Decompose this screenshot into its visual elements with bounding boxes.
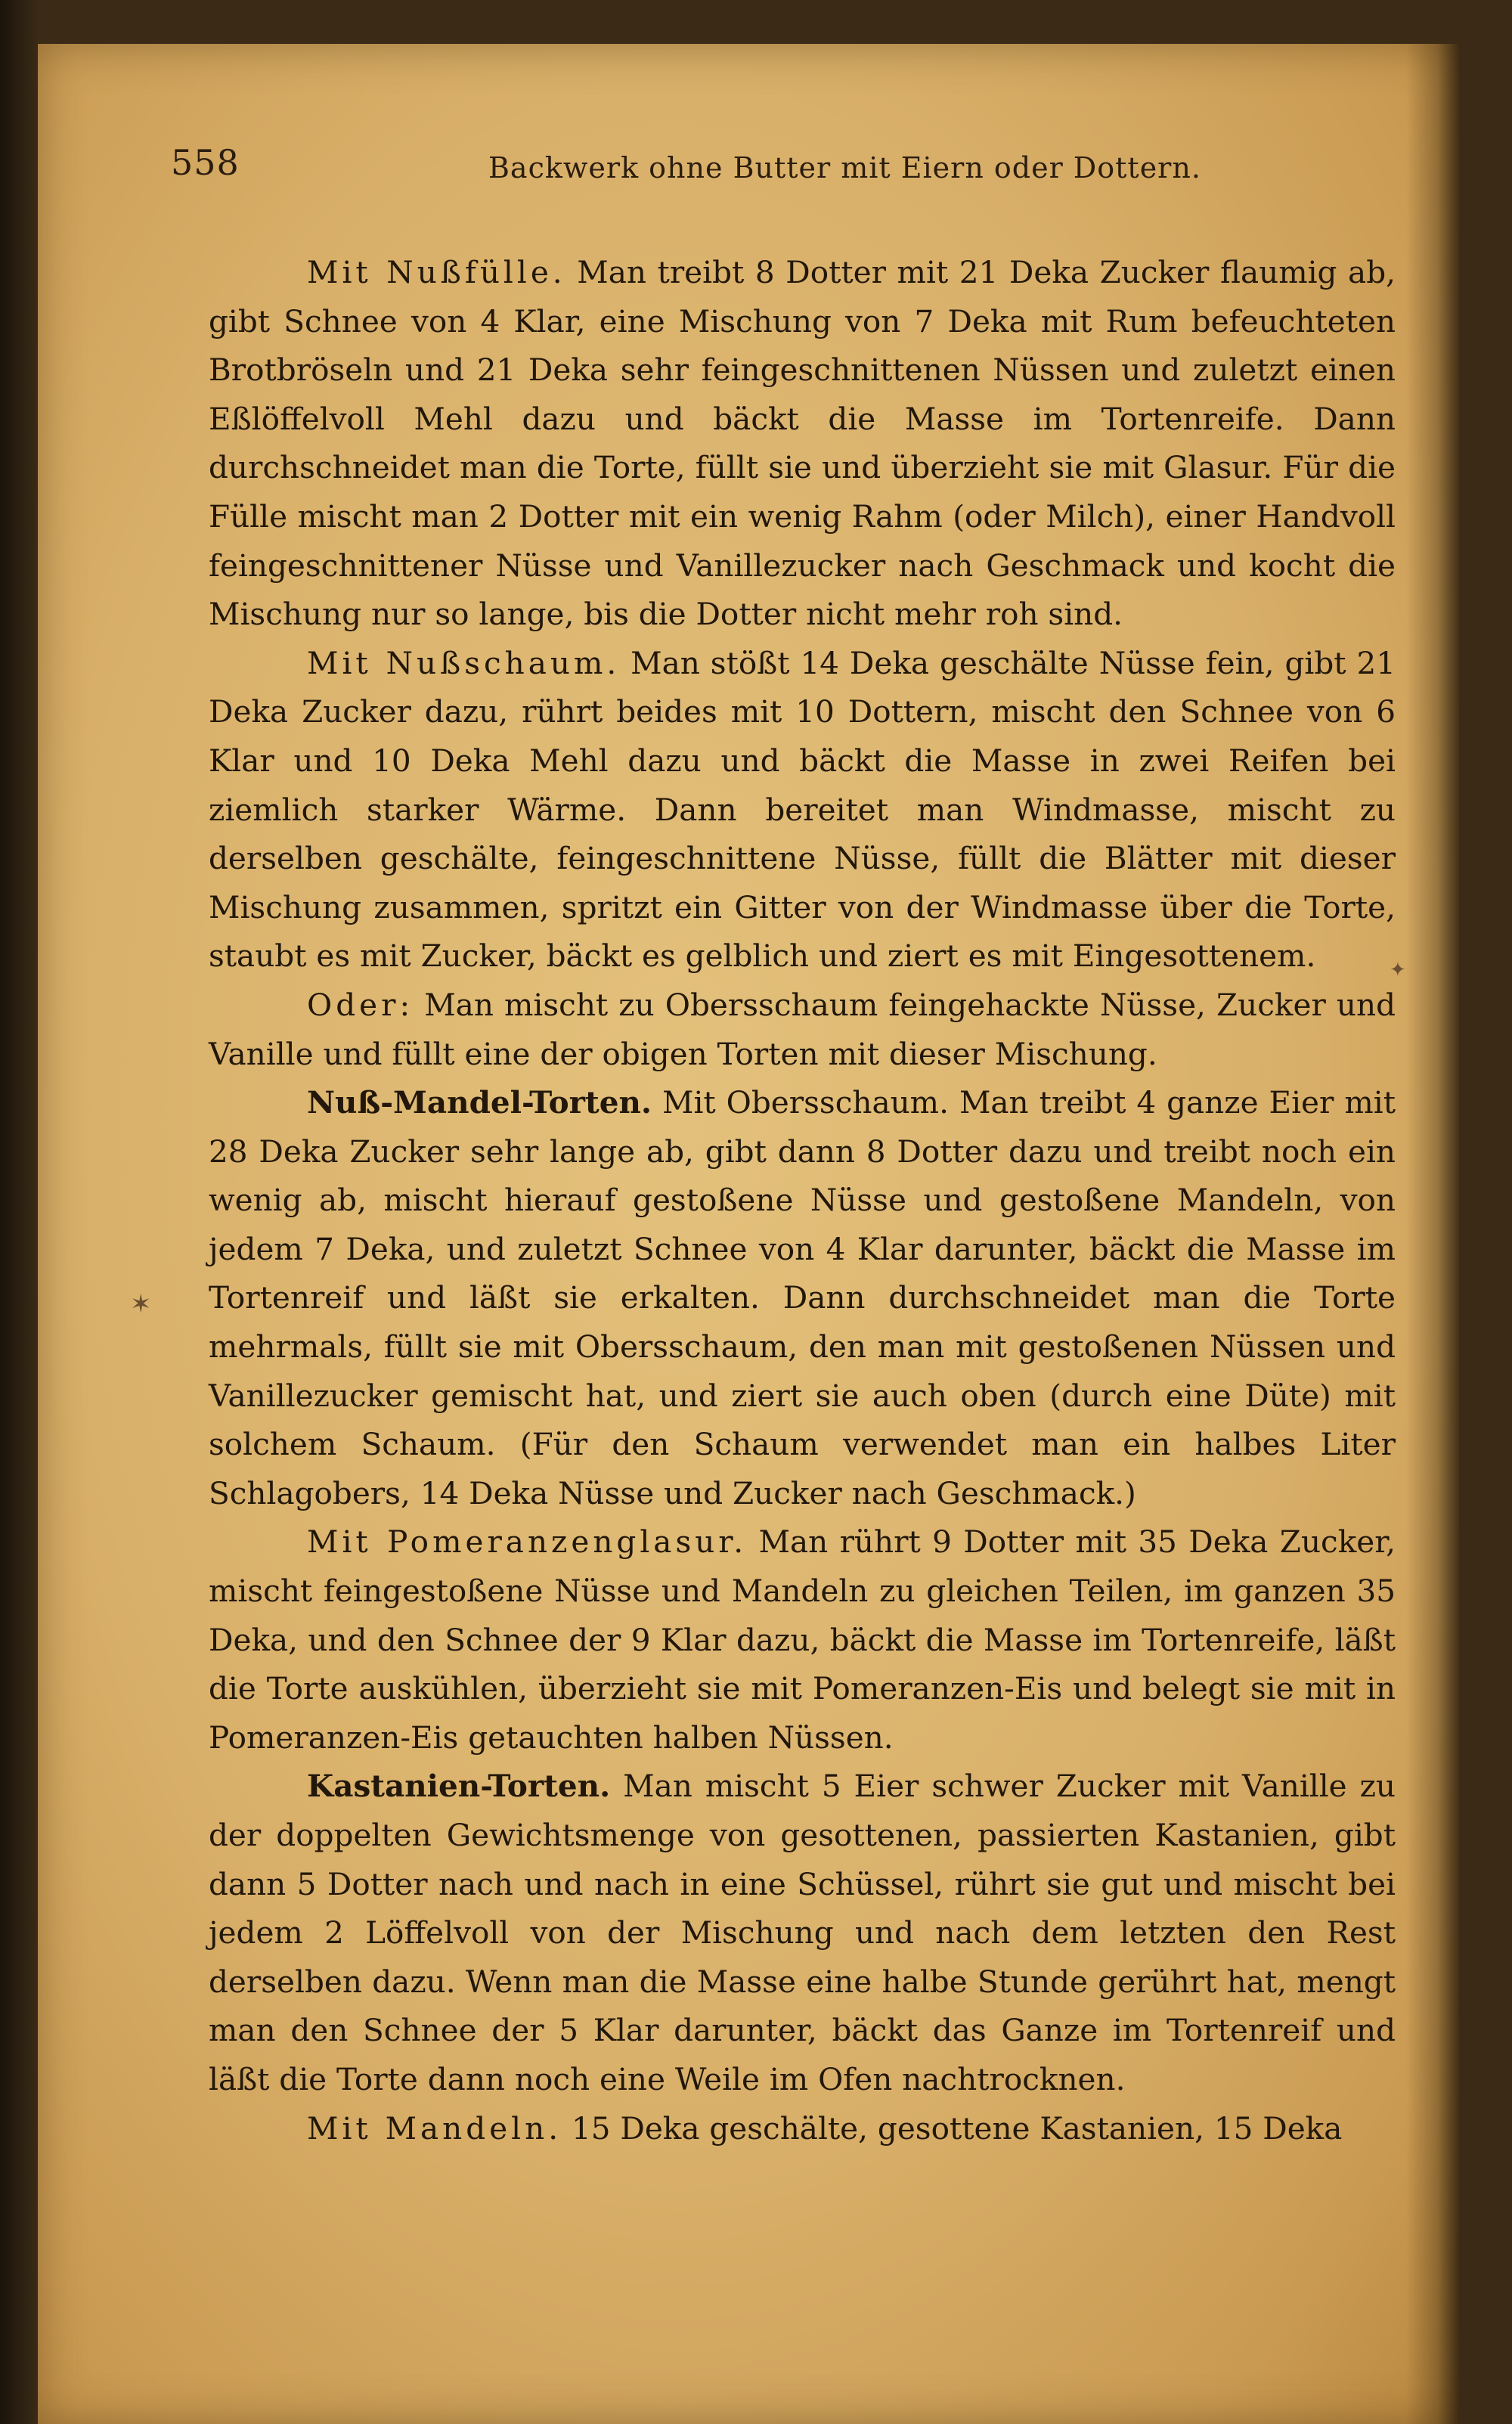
page-number: 558 <box>171 142 240 183</box>
paragraph-pomeranzenglasur <box>209 1517 1396 1762</box>
paragraph-nussschaum <box>209 639 1396 981</box>
paragraph-text: Man stößt 14 Deka geschälte Nüsse fein, gibt 21 Deka Zucker dazu, rührt beides mit 10 Dottern, mischt den Schnee von 6 Klar und 10 Deka Mehl dazu und bäckt die Masse in zwei Reifen bei ziemlich starker Wärme. Dann bereitet man Windmasse, mischt zu derselben geschälte, feingeschnittene Nüsse, füllt die Blätter mit dieser Mischung zusammen, spritzt ein Gitter von der Windmasse über die Torte, staubt es mit Zucker, bäckt es gelblich und ziert es mit Eingesottenem. <box>209 644 1396 975</box>
paragraph-text: Man mischt 5 Eier schwer Zucker mit Vanille zu der doppelten Gewichtsmenge von gesottenen, passierten Kastanien, gibt dann 5 Dotter nach und nach in eine Schüssel, rührt sie gut und mischt bei jedem 2 Löffelvoll von der Mischung und nach dem letzten den Rest derselben dazu. Wenn man die Masse eine halbe Stunde gerührt hat, mengt man den Schnee der 5 Klar darunter, bäckt das Ganze im Tortenreif und läßt die Torte dann noch eine Weile im Ofen nachtrocknen. <box>209 1768 1396 2097</box>
paragraph-oder <box>209 981 1396 1078</box>
paragraph-text: Man mischt zu Obersschaum feingehackte Nüsse, Zucker und Vanille und füllt eine der obigen Torten mit dieser Mischung. <box>209 986 1396 1072</box>
paragraph-text: Man treibt 8 Dotter mit 21 Deka Zucker flaumig ab, gibt Schnee von 4 Klar, eine Mischung von 7 Deka mit Rum befeuchteten Brotbröseln und 21 Deka sehr feingeschnittenen Nüssen und zuletzt einen Eßlöffelvoll Mehl dazu und bäckt die Masse im Tortenreife. Dann durchschneidet man die Torte, füllt sie und überzieht sie mit Glasur. Für die Fülle mischt man 2 Dotter mit ein wenig Rahm (oder Milch), einer Handvoll feingeschnittener Nüsse und Vanillezucker nach Geschmack und kocht die Mischung nur so lange, bis die Dotter nicht mehr roh sind. <box>209 254 1396 633</box>
paragraph-text: 15 Deka geschälte, gesottene Kastanien, 15 Deka <box>562 2109 1343 2147</box>
recipe-subheading: Mit Mandeln. <box>307 2109 562 2147</box>
paragraph-nuss-mandel-torten <box>209 1078 1396 1517</box>
paragraph-mit-mandeln <box>209 2104 1396 2153</box>
paragraph-text: Man rührt 9 Dotter mit 35 Deka Zucker, mischt feingestoßene Nüsse und Mandeln zu gleichen Teilen, im ganzen 35 Deka, und den Schnee der 9 Klar dazu, bäckt die Masse im Tortenreife, läßt die Torte auskühlen, überzieht sie mit Pomeranzen-Eis und belegt sie mit in Pomeranzen-Eis getauchten halben Nüssen. <box>209 1524 1396 1756</box>
recipe-subheading: Oder: <box>307 986 414 1023</box>
running-head: Backwerk ohne Butter mit Eiern oder Dottern. <box>488 151 1201 184</box>
paragraph-text: Mit Obersschaum. Man treibt 4 ganze Eier mit 28 Deka Zucker sehr lange ab, gibt dann 8 Dotter dazu und treibt noch ein wenig ab, mischt hierauf gestoßene Nüsse und gestoßene Mandeln, von jedem 7 Deka, und zuletzt Schnee von 4 Klar darunter, bäckt die Masse im Tortenreif und läßt sie erkalten. Dann durchschneidet man die Torte mehrmals, füllt sie mit Obersschaum, den man mit gestoßenen Nüssen und Vanillezucker gemischt hat, und ziert sie auch oben (durch eine Düte) mit solchem Schaum. (Für den Schaum verwendet man ein halbes Liter Schlagobers, 14 Deka Nüsse und Zucker nach Geschmack.) <box>209 1084 1396 1511</box>
recipe-subheading: Mit Pomeranzenglasur. <box>307 1524 748 1561</box>
recipe-subheading: Mit Nußfülle. <box>307 254 566 290</box>
recipe-heading: Nuß-Mandel-Torten. <box>307 1084 652 1121</box>
page-gutter-shadow <box>1406 44 1459 2424</box>
margin-speck: ✶ <box>130 1289 152 1319</box>
page-header <box>171 142 1305 188</box>
body-text <box>209 248 1396 2153</box>
margin-speck: ✦ <box>1390 959 1406 981</box>
recipe-subheading: Mit Nußschaum. <box>307 644 621 681</box>
paragraph-kastanien-torten <box>209 1762 1396 2103</box>
recipe-heading: Kastanien-Torten. <box>307 1768 611 1805</box>
paragraph-nussfuelle <box>209 248 1396 639</box>
